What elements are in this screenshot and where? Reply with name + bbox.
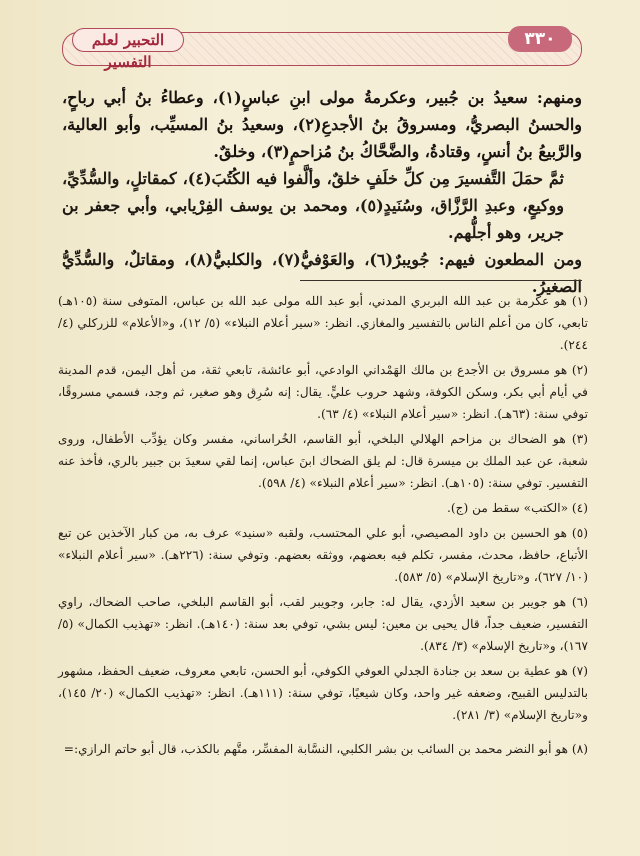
running-title: التحبير لعلم التفسير bbox=[72, 28, 184, 52]
footnote-5: (٥) هو الحسين بن داود المصيصي، أبو علي المحتسب، ولقبه «سنيد» عرف به، من كبار الآخذين عن تبع الأتباع، حافظ، محدث، مفسر، تكلم فيه بعضهم، ووثقه بعضهم. وتوفي سنة: (٢٢٦هـ). «سير أعلام النبلاء» (١٠/ ٦٢٧)، و«تاريخ الإسلام» (٥/ ٥٨٣). bbox=[58, 526, 588, 584]
footnotes bbox=[58, 290, 588, 772]
page-number: ٣٣٠ bbox=[508, 26, 572, 52]
footnote-4: (٤) «الكتب» سقط من (ج). bbox=[447, 501, 588, 515]
paragraph-2: ثمَّ حمَلَ التَّفسيرَ مِن كلِّ خلَفٍ خلقٌ، وألَّفوا فيه الكُتُبَ(٤)، كمقاتلٍ، والسُّدِّيِّ، ووكيعٍ، وعبدِ الرَّزَّاق، وسُنَيدٍ(٥)، ومحمد بن يوسف الفِرْيابي، وأبي جعفر بن جرير، وهو أجلُّهم. bbox=[62, 169, 565, 242]
footnote-divider bbox=[300, 280, 582, 281]
footnote-1: (١) هو عكرمة بن عبد الله البربري المدني، أبو عبد الله مولى عبد الله بن عباس، المتوفى سنة (١٠٥هـ) تابعي، كان من أعلم الناس بالتفسير والمغازي. انظر: «سير أعلام النبلاء» (٥/ ١٢)، و«الأعلام» للزركلي (٤/ ٢٤٤). bbox=[58, 294, 588, 352]
footnote-7: (٧) هو عطية بن سعد بن جنادة الجدلي العوفي الكوفي، أبو الحسن، تابعي معروف، ضعيف الحفظ، مشهور بالتدليس القبيح، وضعفه غير واحد، وكان شيعيًا، توفي سنة: (١١١هـ). انظر: «تهذيب الكمال» (٢٠/ ١٤٥)، و«تاريخ الإسلام» (٣/ ٢٨١). bbox=[58, 664, 588, 722]
page-header bbox=[62, 24, 580, 74]
paragraph-1: ومنهم: سعيدُ بن جُبير، وعكرمةُ مولى ابنِ عباسٍ(١)، وعطاءُ بنُ أبي رباحٍ، والحسنُ البصريُّ، ومسروقُ بنُ الأجدعِ(٢)، وسعيدُ بنُ المسيِّب، وأبو العالية، والرَّبيعُ بنُ أنسٍ، وقتادةُ، والضَّحَّاكُ بنُ مُزاحمٍ(٣)، وخلقٌ. bbox=[62, 88, 583, 161]
main-text bbox=[62, 84, 582, 300]
paragraph-3: ومن المطعون فيهم: جُويبرٌ(٦)، والعَوْفيُّ(٧)، والكلبيُّ(٨)، ومقاتلٌ، والسُّدِّيُّ الصغيرُ. bbox=[62, 250, 582, 296]
footnote-6: (٦) هو جويبر بن سعيد الأزدي، يقال له: جابر، وجويبر لقب، أبو القاسم البلخي، صاحب الضحاك، راوي التفسير، ضعيف جداً، قال يحيى بن معين: ليس بشي، توفي بعد سنة: (١٤٠هـ). انظر: «تهذيب الكمال» (٥/ ١٦٧)، و«تاريخ الإسلام» (٣/ ٨٣٤). bbox=[58, 595, 589, 653]
footnote-8: (٨) هو أبو النضر محمد بن السائب بن بشر الكلبي، النسَّابة المفسِّر، متَّهم بالكذب، قال أبو حاتم الرازي:= bbox=[63, 742, 588, 757]
footnote-3: (٣) هو الضحاك بن مزاحم الهلالي البلخي، أبو القاسم، الخُراساني، مفسر وكان يؤدِّب الأطفال، وروى شعبة، عن عبد الملك بن ميسرة قال: لم يلق الضحاك ابنَ عباس، إنما لقي سعيدَ بن جبير بالري، فأخذ عنه التفسير. توفي سنة: (١٠٥هـ). انظر: «سير أعلام النبلاء» (٤/ ٥٩٨). bbox=[58, 432, 588, 490]
footnote-2: (٢) هو مسروق بن الأجدع بن مالك الهَمْداني الوادعي، أبو عائشة، تابعي ثقة، من أهل اليمن، قدم المدينة في أيام أبي بكر، وسكن الكوفة، وشهد حروب عليٍّ. يقال: إنه سُرِق وهو صغير، ثم وجد، فسمي مسروقًا، توفي سنة: (٦٣هـ). انظر: «سير أعلام النبلاء» (٤/ ٦٣). bbox=[58, 363, 588, 421]
